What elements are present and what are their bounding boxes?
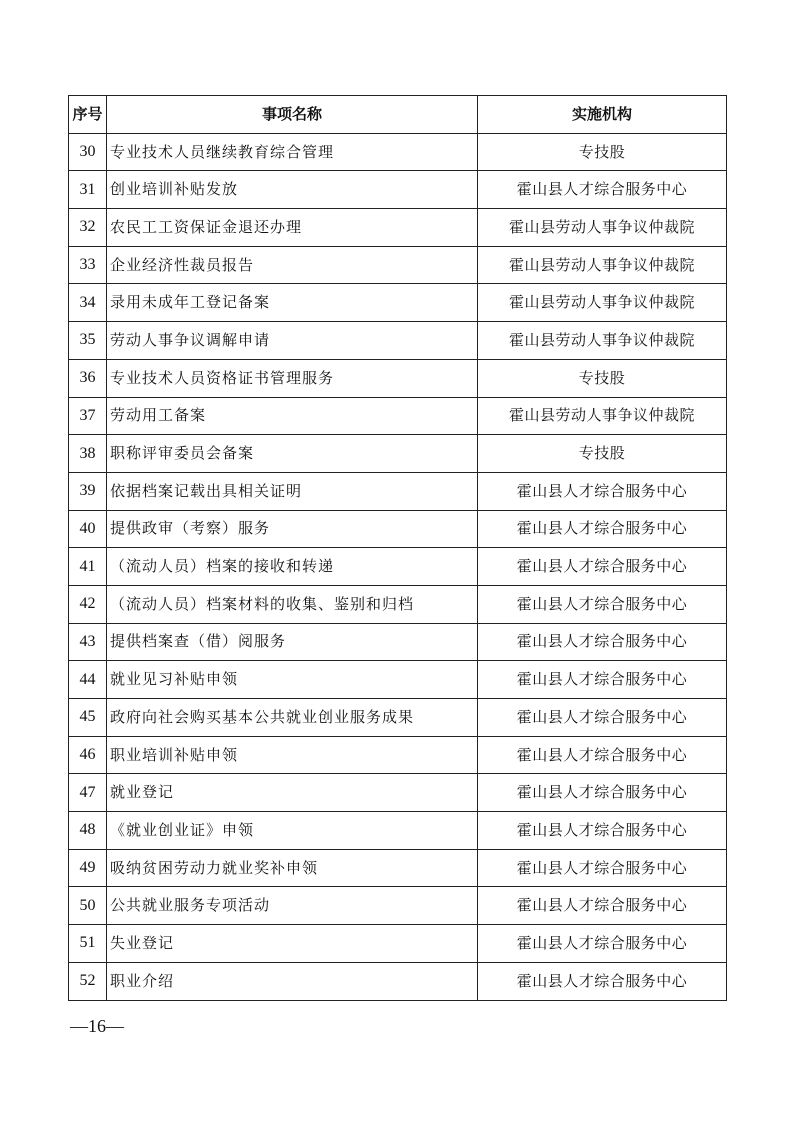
table-row: [69, 736, 727, 774]
row-serial-number: 51: [69, 925, 107, 963]
row-item-name: 吸纳贫困劳动力就业奖补申领: [107, 849, 478, 887]
row-implementing-agency: 专技股: [478, 359, 727, 397]
row-implementing-agency: 专技股: [478, 133, 727, 171]
row-item-name: 提供政审（考察）服务: [107, 510, 478, 548]
row-serial-number: 32: [69, 209, 107, 247]
table-row: [69, 548, 727, 586]
table-row: [69, 699, 727, 737]
row-item-name: 专业技术人员继续教育综合管理: [107, 133, 478, 171]
row-implementing-agency: 霍山县人才综合服务中心: [478, 925, 727, 963]
table-row: [69, 397, 727, 435]
row-implementing-agency: 霍山县人才综合服务中心: [478, 849, 727, 887]
row-item-name: 依据档案记载出具相关证明: [107, 472, 478, 510]
table-row: [69, 472, 727, 510]
row-implementing-agency: 霍山县人才综合服务中心: [478, 774, 727, 812]
table-body: [69, 133, 727, 1000]
row-item-name: 就业见习补贴申领: [107, 661, 478, 699]
table-row: [69, 510, 727, 548]
row-implementing-agency: 霍山县人才综合服务中心: [478, 548, 727, 586]
table-row: [69, 962, 727, 1000]
row-item-name: 专业技术人员资格证书管理服务: [107, 359, 478, 397]
row-implementing-agency: 霍山县人才综合服务中心: [478, 736, 727, 774]
header-row: [69, 96, 727, 134]
row-item-name: 企业经济性裁员报告: [107, 246, 478, 284]
row-item-name: 提供档案查（借）阅服务: [107, 623, 478, 661]
header-item-name: 事项名称: [107, 96, 478, 134]
row-serial-number: 31: [69, 171, 107, 209]
row-serial-number: 35: [69, 322, 107, 360]
table-row: [69, 623, 727, 661]
row-serial-number: 52: [69, 962, 107, 1000]
row-serial-number: 47: [69, 774, 107, 812]
row-item-name: 《就业创业证》申领: [107, 812, 478, 850]
row-item-name: 录用未成年工登记备案: [107, 284, 478, 322]
row-implementing-agency: 霍山县劳动人事争议仲裁院: [478, 284, 727, 322]
table-row: [69, 322, 727, 360]
table-row: [69, 585, 727, 623]
table-row: [69, 171, 727, 209]
row-item-name: （流动人员）档案的接收和转递: [107, 548, 478, 586]
row-item-name: 职业培训补贴申领: [107, 736, 478, 774]
row-item-name: 创业培训补贴发放: [107, 171, 478, 209]
table-row: [69, 925, 727, 963]
table-row: [69, 359, 727, 397]
row-item-name: 政府向社会购买基本公共就业创业服务成果: [107, 699, 478, 737]
row-serial-number: 42: [69, 585, 107, 623]
row-item-name: 劳动人事争议调解申请: [107, 322, 478, 360]
row-implementing-agency: 霍山县人才综合服务中心: [478, 623, 727, 661]
table-row: [69, 435, 727, 473]
table-row: [69, 284, 727, 322]
row-implementing-agency: 霍山县人才综合服务中心: [478, 812, 727, 850]
row-serial-number: 33: [69, 246, 107, 284]
row-serial-number: 48: [69, 812, 107, 850]
table-row: [69, 812, 727, 850]
header-implementing-agency: 实施机构: [478, 96, 727, 134]
table-row: [69, 133, 727, 171]
table-row: [69, 774, 727, 812]
row-implementing-agency: 霍山县人才综合服务中心: [478, 171, 727, 209]
row-serial-number: 44: [69, 661, 107, 699]
table-row: [69, 209, 727, 247]
row-item-name: （流动人员）档案材料的收集、鉴别和归档: [107, 585, 478, 623]
row-item-name: 职业介绍: [107, 962, 478, 1000]
row-serial-number: 39: [69, 472, 107, 510]
row-implementing-agency: 霍山县人才综合服务中心: [478, 699, 727, 737]
row-serial-number: 30: [69, 133, 107, 171]
row-implementing-agency: 霍山县人才综合服务中心: [478, 585, 727, 623]
table-row: [69, 661, 727, 699]
row-serial-number: 40: [69, 510, 107, 548]
row-implementing-agency: 专技股: [478, 435, 727, 473]
row-item-name: 劳动用工备案: [107, 397, 478, 435]
service-items-table: [68, 95, 727, 1001]
row-serial-number: 37: [69, 397, 107, 435]
row-implementing-agency: 霍山县劳动人事争议仲裁院: [478, 397, 727, 435]
row-implementing-agency: 霍山县人才综合服务中心: [478, 472, 727, 510]
row-implementing-agency: 霍山县人才综合服务中心: [478, 661, 727, 699]
table-row: [69, 246, 727, 284]
table-row: [69, 849, 727, 887]
row-serial-number: 50: [69, 887, 107, 925]
row-serial-number: 45: [69, 699, 107, 737]
row-implementing-agency: 霍山县劳动人事争议仲裁院: [478, 322, 727, 360]
row-implementing-agency: 霍山县劳动人事争议仲裁院: [478, 246, 727, 284]
row-item-name: 公共就业服务专项活动: [107, 887, 478, 925]
header-serial-number: 序号: [69, 96, 107, 134]
table-header: [69, 96, 727, 134]
row-serial-number: 41: [69, 548, 107, 586]
row-implementing-agency: 霍山县人才综合服务中心: [478, 510, 727, 548]
row-item-name: 农民工工资保证金退还办理: [107, 209, 478, 247]
row-serial-number: 49: [69, 849, 107, 887]
row-item-name: 就业登记: [107, 774, 478, 812]
row-item-name: 失业登记: [107, 925, 478, 963]
row-implementing-agency: 霍山县劳动人事争议仲裁院: [478, 209, 727, 247]
row-serial-number: 36: [69, 359, 107, 397]
table-row: [69, 887, 727, 925]
row-item-name: 职称评审委员会备案: [107, 435, 478, 473]
page-number: —16—: [70, 1016, 124, 1036]
row-serial-number: 46: [69, 736, 107, 774]
row-serial-number: 38: [69, 435, 107, 473]
row-implementing-agency: 霍山县人才综合服务中心: [478, 962, 727, 1000]
row-serial-number: 34: [69, 284, 107, 322]
row-implementing-agency: 霍山县人才综合服务中心: [478, 887, 727, 925]
row-serial-number: 43: [69, 623, 107, 661]
